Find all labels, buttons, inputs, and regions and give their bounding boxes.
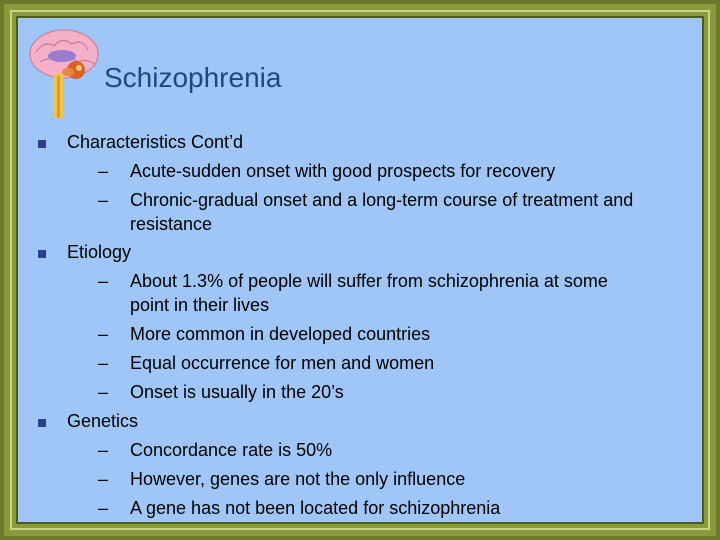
sub-bullet: – Acute-sudden onset with good prospects for recovery	[98, 161, 556, 181]
sub-bullet: – Concordance rate is 50%	[98, 440, 333, 460]
sub-bullet: – More common in developed countries	[98, 324, 431, 344]
sub-bullet-continuation: point in their lives	[130, 295, 270, 315]
brain-icon	[24, 22, 110, 122]
sub-bullet: – Equal occurrence for men and women	[98, 353, 435, 373]
square-bullet-icon	[38, 250, 46, 258]
sub-bullet: – A gene has not been located for schizophrenia	[98, 498, 501, 518]
bullet-3: Genetics	[67, 411, 139, 431]
sub-bullet: – Onset is usually in the 20’s	[98, 382, 344, 402]
sub-bullet: – However, genes are not the only influence	[98, 469, 466, 489]
square-bullet-icon	[38, 140, 46, 148]
bullet-2: Etiology	[67, 242, 132, 262]
sub-bullet-continuation: resistance	[130, 214, 213, 234]
square-bullet-icon	[38, 419, 46, 427]
slide-title: Schizophrenia	[104, 62, 282, 93]
sub-bullet: – About 1.3% of people will suffer from schizophrenia at some	[98, 271, 608, 291]
slide-content	[16, 16, 704, 524]
sub-bullet: – Chronic-gradual onset and a long-term course of treatment and	[98, 190, 634, 210]
bullet-1: Characteristics Cont’d	[67, 132, 244, 152]
